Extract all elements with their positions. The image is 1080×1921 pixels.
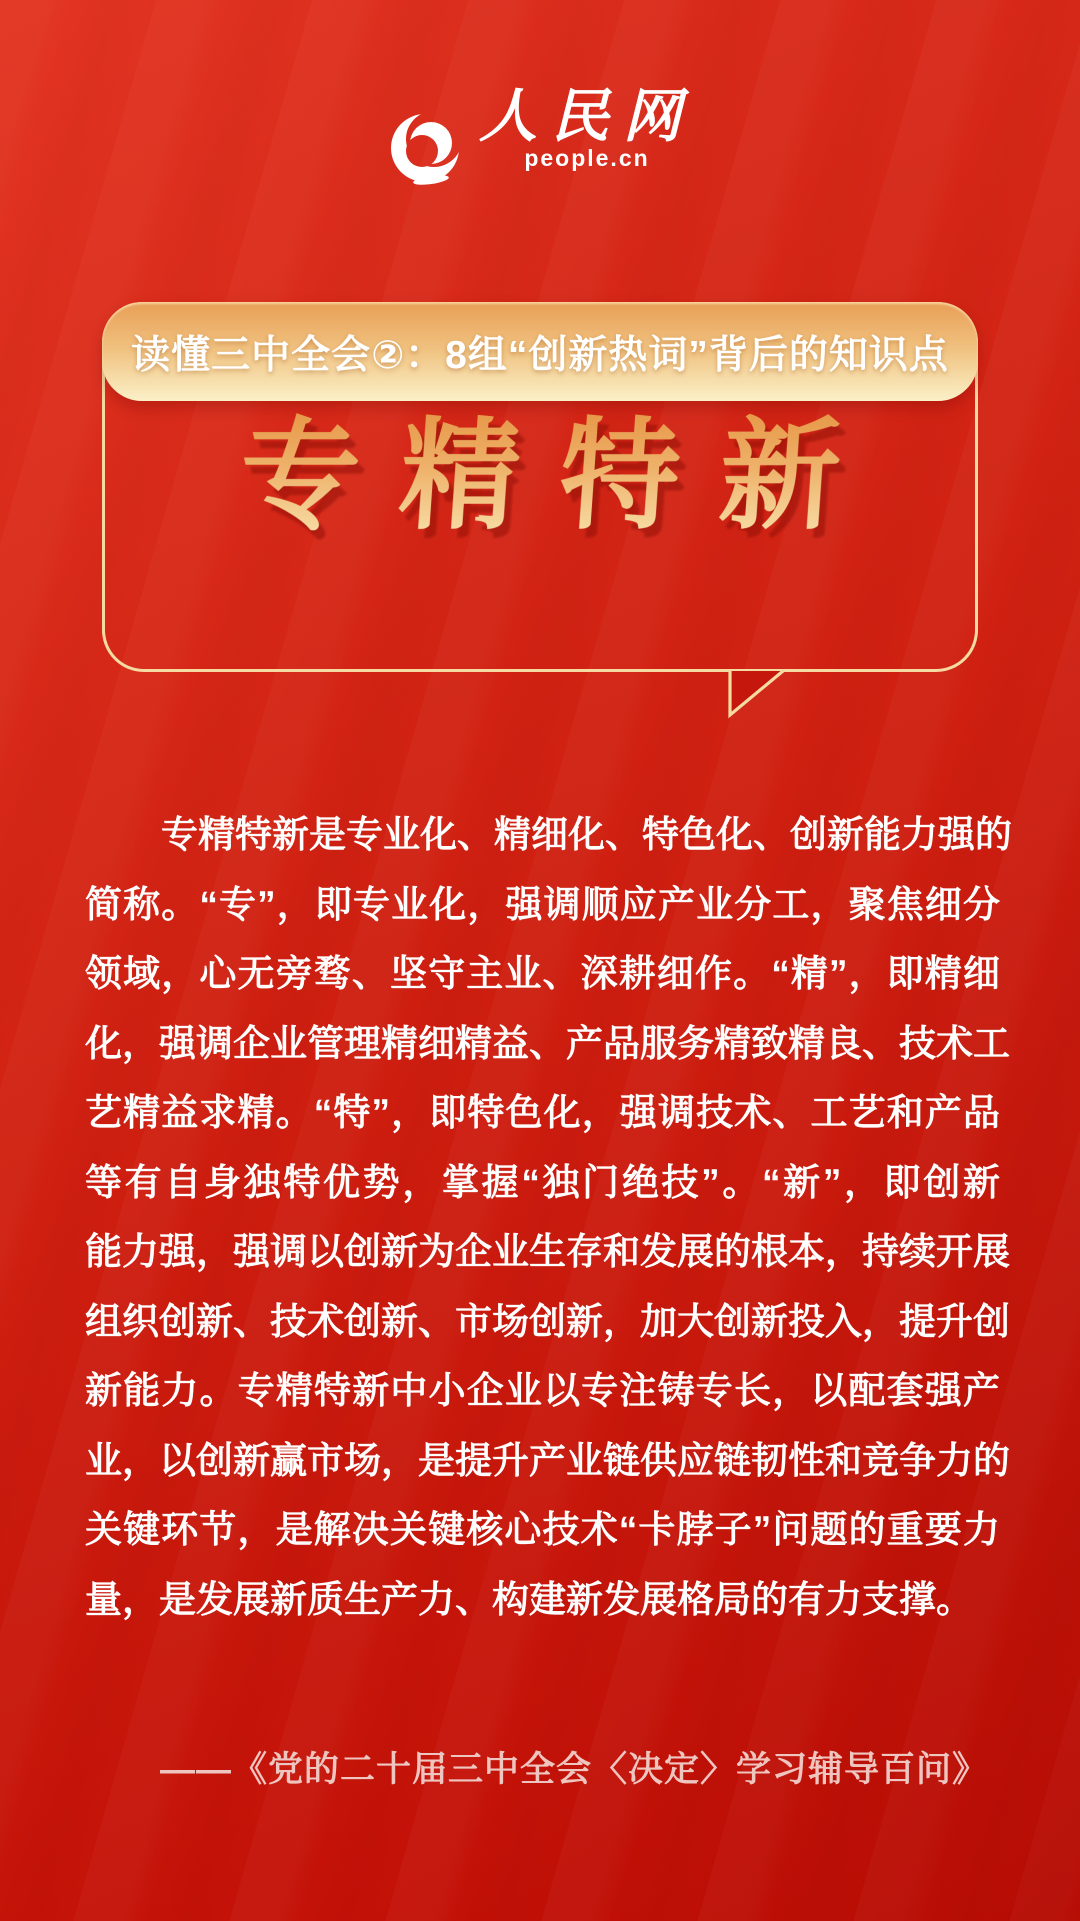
- speech-bubble-tail: [727, 669, 787, 719]
- paragraph-line: 量，是发展新质生产力、构建新发展格局的有力支撑。: [85, 1578, 973, 1620]
- paragraph-line: 关键环节，是解决关键核心技术“卡脖子”问题的重要力: [85, 1509, 1000, 1550]
- speech-bubble: [102, 302, 978, 672]
- paragraph-line: 专精特新是专业化、精细化、特色化、创新能力强的: [161, 814, 1012, 855]
- people-cn-logo: [0, 84, 1080, 186]
- paragraph-line: 能力强，强调以创新为企业生存和发展的根本，持续开展: [85, 1231, 1010, 1272]
- paragraph-line: 等有自身独特优势，掌握“独门绝技”。“新”，即创新: [85, 1161, 1000, 1203]
- brand-name: 人民网: [478, 82, 695, 150]
- paragraph-line: 业，以创新赢市场，是提升产业链供应链韧性和竞争力的: [85, 1439, 1010, 1481]
- definition-paragraph: [85, 800, 1012, 1634]
- bubble-header-bar: [102, 302, 978, 401]
- source-attribution: ——《党的二十届三中全会〈决定〉学习辅导百问》: [159, 1750, 988, 1789]
- paragraph-line: 艺精益求精。“特”，即特色化，强调技术、工艺和产品: [85, 1092, 1000, 1133]
- paragraph-line: 新能力。专精特新中小企业以专注铸专长，以配套强产: [85, 1370, 1000, 1411]
- paragraph-line: 简称。“专”，即专业化，强调顺应产业分工，聚焦细分: [85, 883, 1000, 925]
- paragraph-line: 组织创新、技术创新、市场创新，加大创新投入，提升创: [85, 1300, 1010, 1342]
- paragraph-line: 领域，心无旁骛、坚守主业、深耕细作。“精”，即精细: [85, 953, 1000, 994]
- brand-domain: people.cn: [524, 145, 650, 171]
- people-cn-swirl-icon: [385, 106, 465, 186]
- keyword-title: 专精特新: [100, 405, 980, 547]
- paragraph-line: 化，强调企业管理精细精益、产品服务精致精良、技术工: [85, 1022, 1010, 1064]
- series-title: 读懂三中全会②：8组“创新热词”背后的知识点: [131, 333, 949, 377]
- logo-text-block: [479, 84, 695, 170]
